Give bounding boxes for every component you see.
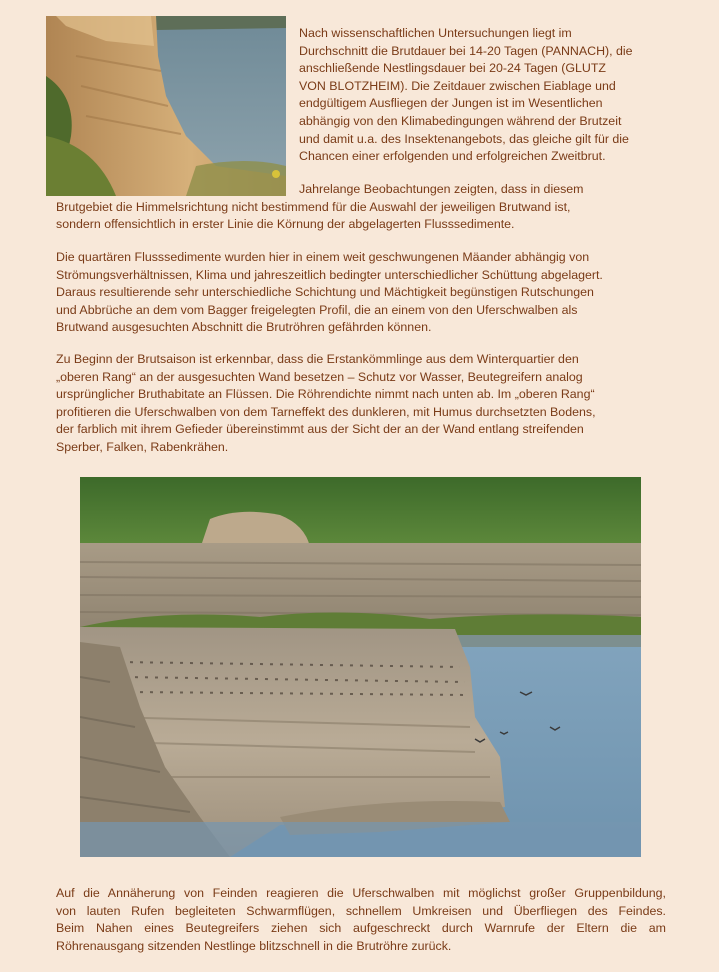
text-line: Auf die Annäherung von Feinden reagieren die Uferschwalben mit möglichst großer Gruppenbildung, xyxy=(56,886,666,900)
text-line: anschließende Nestlingsdauer bei 20-24 Tagen (GLUTZ xyxy=(299,61,606,76)
text-line: sondern offensichtlich in erster Linie die Körnung der abgelagerten Flusssedimente. xyxy=(56,217,515,232)
photo-sand-cliff-river-image xyxy=(46,16,286,196)
text-line: abhängig von den Klimabedingungen während der Brutzeit xyxy=(299,113,622,128)
text-line: Durchschnitt die Brutdauer bei 14-20 Tagen (PANNACH), die xyxy=(299,43,633,58)
paragraph-oberer-rang xyxy=(56,351,596,457)
text-line: Brutgebiet die Himmelsrichtung nicht bestimmend für die Auswahl der jeweiligen Brutwand ist, xyxy=(56,199,571,214)
paragraph-himmelsrichtung xyxy=(56,181,584,234)
text-line: Nach wissenschaftlichen Untersuchungen liegt im xyxy=(299,26,572,40)
text-line: Daraus resultierende sehr unterschiedliche Schichtung und Mächtigkeit begünstigen Rutschungen xyxy=(56,285,594,300)
photo-breeding-wall xyxy=(80,477,641,857)
text-line: VON BLOTZHEIM). Die Zeitdauer zwischen Eiablage und xyxy=(299,78,616,93)
text-line: Röhrenausgang sitzenden Nestlinge blitzschnell in die Brutröhre zurück. xyxy=(56,938,452,953)
paragraph-brutdauer xyxy=(299,25,633,166)
text-line: Beim Nahen eines Beutegreifers ziehen sich aufgeschreckt durch Warnrufe der Eltern die am xyxy=(56,921,666,936)
text-line: Die quartären Flusssedimente wurden hier in einem weit geschwungenen Mäander abhängig von xyxy=(56,250,590,264)
text-line: „oberen Rang“ an der ausgesuchten Wand besetzen – Schutz vor Wasser, Beutegreifern analog xyxy=(56,369,583,384)
text-line: und damit u.a. des Insektenangebots, das gleiche gilt für die xyxy=(299,131,629,146)
paragraph-feinde xyxy=(56,885,666,955)
paragraph-flusssedimente xyxy=(56,249,603,337)
text-line: Brutwand ausgesuchten Abschnitt die Brutröhren gefährden können. xyxy=(56,320,432,335)
text-line: Jahrelange Beobachtungen zeigten, dass in diesem xyxy=(299,182,584,196)
text-line: Chancen einer erfolgenden und erfolgreichen Zweitbrut. xyxy=(299,149,606,164)
photo-sand-cliff-river xyxy=(46,16,286,196)
text-line: und Abbrüche an dem vom Bagger freigelegten Profil, die an einem von den Uferschwalben als xyxy=(56,302,578,317)
text-line: Strömungsverhältnissen, Klima und jahreszeitlich bedingter unterschiedlicher Schüttung abgelagert. xyxy=(56,267,603,282)
text-line: Zu Beginn der Brutsaison ist erkennbar, dass die Erstankömmlinge aus dem Winterquartier den xyxy=(56,352,579,366)
text-line: ursprünglicher Bruthabitate an Flüssen. Die Röhrendichte nimmt nach unten ab. Im „oberen Rang“ xyxy=(56,387,595,402)
text-line: der farblich mit ihrem Gefieder übereinstimmt aus der Sicht der an der Wand entlang streifenden xyxy=(56,422,584,437)
text-line: endgültigem Ausfliegen der Jungen ist im Wesentlichen xyxy=(299,96,603,111)
text-line: Sperber, Falken, Rabenkrähen. xyxy=(56,439,229,454)
text-line: von lauten Rufen begleiteten Schwarmflügen, schnellem Umkreisen und Überfliegen des Feindes. xyxy=(56,903,666,918)
photo-breeding-wall-image xyxy=(80,477,641,857)
text-line: profitieren die Uferschwalben von dem Tarneffekt des dunkleren, mit Humus durchsetzten Bodens, xyxy=(56,404,596,419)
